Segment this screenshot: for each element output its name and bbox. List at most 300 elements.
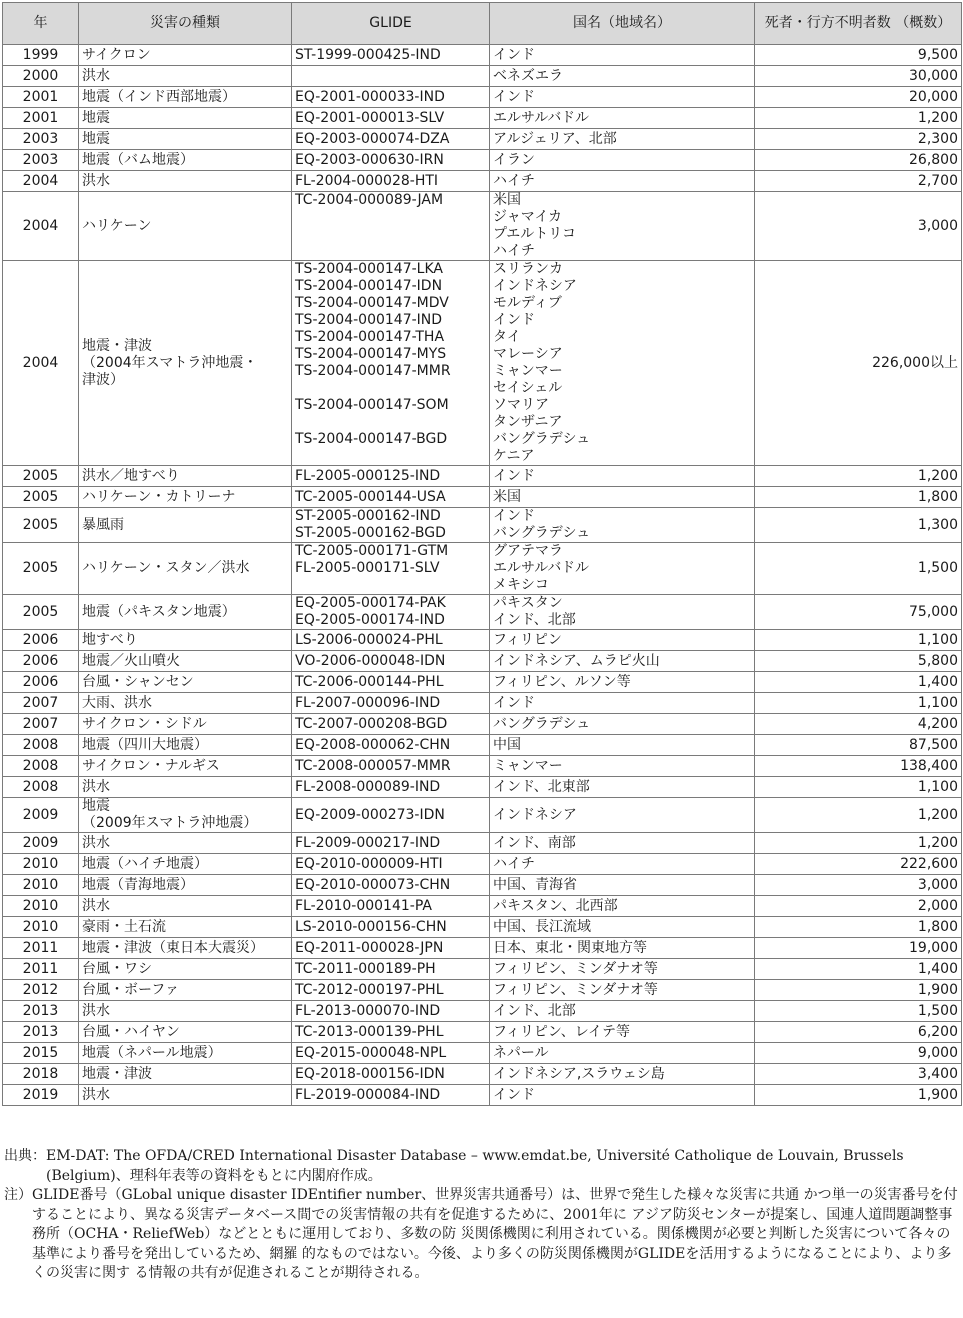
glide-id: TC-2005-000171-GTM bbox=[295, 543, 449, 559]
disaster-type-line: 大雨、洪水 bbox=[82, 694, 152, 711]
country-name: パキスタン、北西部 bbox=[493, 897, 618, 914]
disaster-type-line: 地震（インド西部地震） bbox=[82, 88, 236, 105]
country-name: 中国、長江流域 bbox=[493, 918, 591, 935]
cell-disaster-type bbox=[79, 714, 292, 735]
glide-id bbox=[295, 448, 486, 465]
table-header-row bbox=[3, 3, 962, 45]
disaster-type-line: 台風・ワシ bbox=[82, 960, 152, 977]
cell-year: 2012 bbox=[3, 980, 79, 1001]
cell-year: 2009 bbox=[3, 833, 79, 854]
cell-deaths: 138,400 bbox=[755, 756, 962, 777]
country-name: ミャンマー bbox=[493, 757, 563, 774]
country-name: モルディブ bbox=[493, 295, 562, 311]
table-row bbox=[3, 45, 962, 66]
disaster-type-line: 津波） bbox=[82, 371, 124, 388]
cell-country bbox=[490, 487, 755, 508]
glide-id bbox=[295, 414, 486, 431]
table-row bbox=[3, 938, 962, 959]
country-name: インドネシア,スラウェシ島 bbox=[493, 1065, 665, 1082]
table-row bbox=[3, 466, 962, 487]
country-name: インドネシア bbox=[493, 806, 577, 823]
cell-country bbox=[490, 896, 755, 917]
glide-id: TC-2013-000139-PHL bbox=[295, 1023, 444, 1040]
cell-glide bbox=[292, 854, 490, 875]
disaster-type-line: 洪水 bbox=[82, 172, 110, 189]
cell-glide bbox=[292, 1001, 490, 1022]
cell-country bbox=[490, 714, 755, 735]
cell-country bbox=[490, 150, 755, 171]
disaster-type-line: 台風・ボーファ bbox=[82, 981, 180, 998]
country-name: スリランカ bbox=[493, 261, 563, 277]
table-row bbox=[3, 875, 962, 896]
disaster-type-line: 地すべり bbox=[82, 631, 138, 648]
country-name: フィリピン、レイテ等 bbox=[493, 1023, 631, 1040]
cell-disaster-type bbox=[79, 150, 292, 171]
country-name: バングラデシュ bbox=[493, 431, 591, 447]
glide-id: FL-2008-000089-IND bbox=[295, 778, 441, 795]
glide-id: FL-2005-000171-SLV bbox=[295, 560, 440, 576]
cell-disaster-type bbox=[79, 87, 292, 108]
cell-disaster-type bbox=[79, 798, 292, 833]
glide-id: LS-2010-000156-CHN bbox=[295, 918, 447, 935]
cell-year: 2005 bbox=[3, 466, 79, 487]
table-row bbox=[3, 777, 962, 798]
source-note bbox=[4, 1147, 960, 1186]
cell-year: 2011 bbox=[3, 959, 79, 980]
table-row bbox=[3, 735, 962, 756]
header-year: 年 bbox=[3, 3, 79, 45]
cell-glide bbox=[292, 938, 490, 959]
cell-glide bbox=[292, 756, 490, 777]
cell-glide bbox=[292, 833, 490, 854]
cell-year: 2008 bbox=[3, 756, 79, 777]
cell-country bbox=[490, 1085, 755, 1106]
cell-country bbox=[490, 980, 755, 1001]
glide-id: FL-2004-000028-HTI bbox=[295, 172, 439, 189]
country-name: エルサルバドル bbox=[493, 560, 590, 576]
table-row bbox=[3, 108, 962, 129]
glide-id: FL-2009-000217-IND bbox=[295, 834, 441, 851]
cell-year: 2000 bbox=[3, 66, 79, 87]
country-name: アルジェリア、北部 bbox=[493, 130, 617, 147]
cell-deaths: 1,400 bbox=[755, 959, 962, 980]
glide-id: EQ-2005-000174-IND bbox=[295, 612, 445, 628]
cell-year: 2008 bbox=[3, 735, 79, 756]
table-row bbox=[3, 833, 962, 854]
glide-id: EQ-2001-000013-SLV bbox=[295, 109, 445, 126]
glide-id: TC-2011-000189-PH bbox=[295, 960, 436, 977]
table-body bbox=[3, 45, 962, 1106]
country-name: ネパール bbox=[493, 1044, 549, 1061]
disaster-type-line: 洪水 bbox=[82, 1086, 110, 1103]
disaster-type-line: 地震／火山噴火 bbox=[82, 652, 180, 669]
table-row bbox=[3, 129, 962, 150]
glide-id bbox=[295, 68, 486, 85]
country-name: インド bbox=[493, 694, 535, 711]
cell-year: 2013 bbox=[3, 1022, 79, 1043]
cell-disaster-type bbox=[79, 45, 292, 66]
table-row bbox=[3, 487, 962, 508]
glide-id: EQ-2018-000156-IDN bbox=[295, 1065, 445, 1082]
source-text bbox=[46, 1147, 960, 1186]
cell-year: 2001 bbox=[3, 108, 79, 129]
country-name: インド bbox=[493, 467, 535, 484]
country-name: マレーシア bbox=[493, 346, 563, 362]
cell-disaster-type bbox=[79, 917, 292, 938]
country-name: バングラデシュ bbox=[493, 525, 591, 541]
disaster-type-line: 地震 bbox=[82, 130, 110, 147]
cell-disaster-type bbox=[79, 896, 292, 917]
country-name: 中国、青海省 bbox=[493, 876, 577, 893]
source-line: Louvain, Brussels (Belgium)、理科年表等の資料をもとに内閣府作成。 bbox=[46, 1148, 904, 1184]
country-name: ベネズエラ bbox=[493, 67, 563, 84]
cell-deaths: 3,000 bbox=[755, 192, 962, 261]
country-name: フィリピン bbox=[493, 631, 562, 648]
cell-glide bbox=[292, 192, 490, 261]
cell-country bbox=[490, 171, 755, 192]
cell-disaster-type bbox=[79, 108, 292, 129]
glide-id: TS-2004-000147-IDN bbox=[295, 278, 443, 294]
cell-glide bbox=[292, 543, 490, 595]
cell-disaster-type bbox=[79, 735, 292, 756]
glide-id bbox=[295, 380, 486, 397]
cell-glide bbox=[292, 959, 490, 980]
table-row bbox=[3, 261, 962, 466]
table-row bbox=[3, 651, 962, 672]
note-line: る情報の共有が促進されることが期待される。 bbox=[134, 1265, 429, 1281]
country-name: ソマリア bbox=[493, 397, 549, 413]
header-deaths-line2: （概数） bbox=[895, 15, 952, 31]
glide-id: TS-2004-000147-IND bbox=[295, 312, 443, 328]
cell-deaths: 222,600 bbox=[755, 854, 962, 875]
country-name: インド、北東部 bbox=[493, 778, 590, 795]
cell-deaths: 1,200 bbox=[755, 466, 962, 487]
table-row bbox=[3, 87, 962, 108]
cell-glide bbox=[292, 1085, 490, 1106]
cell-year: 2011 bbox=[3, 938, 79, 959]
glide-id: EQ-2003-000074-DZA bbox=[295, 130, 450, 147]
cell-year: 2001 bbox=[3, 87, 79, 108]
country-name: 米国 bbox=[493, 192, 521, 208]
cell-country bbox=[490, 630, 755, 651]
country-name: インド bbox=[493, 1086, 535, 1103]
glide-id: EQ-2005-000174-PAK bbox=[295, 595, 446, 611]
cell-year: 2005 bbox=[3, 508, 79, 543]
cell-disaster-type bbox=[79, 129, 292, 150]
cell-year: 2018 bbox=[3, 1064, 79, 1085]
note-line: 的なものではない。今後、より多くの防災関係機関がGLIDEを活用するようになることにより、より多くの災害に関す bbox=[32, 1245, 952, 1281]
cell-country bbox=[490, 108, 755, 129]
cell-year: 2004 bbox=[3, 192, 79, 261]
table-row bbox=[3, 630, 962, 651]
disaster-type-line: 地震・津波 bbox=[82, 1065, 152, 1082]
cell-country bbox=[490, 1022, 755, 1043]
cell-country bbox=[490, 192, 755, 261]
cell-deaths: 1,800 bbox=[755, 487, 962, 508]
table-row bbox=[3, 1022, 962, 1043]
note-line: アジア防災センターが提案し、国連人道問題調整事務所（OCHA・ReliefWeb）などとともに運用しており、多数の防 bbox=[32, 1206, 953, 1242]
cell-disaster-type bbox=[79, 487, 292, 508]
glide-id: TC-2012-000197-PHL bbox=[295, 981, 444, 998]
disaster-type-line: 台風・ハイヤン bbox=[82, 1023, 180, 1040]
cell-disaster-type bbox=[79, 192, 292, 261]
cell-year: 2003 bbox=[3, 150, 79, 171]
table-row bbox=[3, 508, 962, 543]
cell-deaths: 1,200 bbox=[755, 798, 962, 833]
cell-glide bbox=[292, 777, 490, 798]
cell-deaths: 1,300 bbox=[755, 508, 962, 543]
cell-year: 2015 bbox=[3, 1043, 79, 1064]
cell-year: 2007 bbox=[3, 714, 79, 735]
glide-id: TC-2006-000144-PHL bbox=[295, 673, 444, 690]
glide-id: TC-2005-000144-USA bbox=[295, 488, 446, 505]
note-line: 災関係機関に利用されている。関係機関が必要と判断した災害について各々の基準により番号を発出しているため、網羅 bbox=[32, 1226, 951, 1262]
glide-id: FL-2005-000125-IND bbox=[295, 467, 441, 484]
cell-disaster-type bbox=[79, 672, 292, 693]
cell-country bbox=[490, 651, 755, 672]
cell-glide bbox=[292, 714, 490, 735]
glide-id: EQ-2003-000630-IRN bbox=[295, 151, 444, 168]
glide-id: TS-2004-000147-SOM bbox=[295, 397, 449, 413]
note-label: 注） bbox=[4, 1187, 32, 1203]
country-name: 米国 bbox=[493, 488, 521, 505]
glide-id: FL-2010-000141-PA bbox=[295, 897, 432, 914]
cell-deaths: 1,500 bbox=[755, 543, 962, 595]
cell-country bbox=[490, 938, 755, 959]
source-line: EM-DAT: The OFDA/CRED International Disaster Database – www.emdat.be, Université Catholique de bbox=[46, 1148, 774, 1164]
glide-id: ST-2005-000162-BGD bbox=[295, 525, 446, 541]
cell-year: 2010 bbox=[3, 854, 79, 875]
glide-id: EQ-2011-000028-JPN bbox=[295, 939, 444, 956]
disaster-type-line: 地震（ネパール地震） bbox=[82, 1044, 222, 1061]
cell-country bbox=[490, 129, 755, 150]
table-row bbox=[3, 150, 962, 171]
country-name: タンザニア bbox=[493, 414, 563, 430]
cell-country bbox=[490, 777, 755, 798]
table-row bbox=[3, 959, 962, 980]
glide-id: FL-2019-000084-IND bbox=[295, 1086, 441, 1103]
cell-country bbox=[490, 1001, 755, 1022]
cell-year: 2005 bbox=[3, 543, 79, 595]
glide-id: ST-2005-000162-IND bbox=[295, 508, 441, 524]
cell-glide bbox=[292, 87, 490, 108]
cell-deaths: 20,000 bbox=[755, 87, 962, 108]
header-country: 国名（地域名） bbox=[490, 3, 755, 45]
cell-deaths: 75,000 bbox=[755, 595, 962, 630]
country-name: ハイチ bbox=[493, 172, 535, 189]
country-name: セイシェル bbox=[493, 380, 563, 396]
disaster-type-line: 洪水／地すべり bbox=[82, 467, 180, 484]
disaster-type-line: ハリケーン bbox=[82, 217, 152, 234]
cell-disaster-type bbox=[79, 854, 292, 875]
cell-deaths: 19,000 bbox=[755, 938, 962, 959]
cell-disaster-type bbox=[79, 651, 292, 672]
table-row bbox=[3, 171, 962, 192]
country-name: フィリピン、ルソン等 bbox=[493, 673, 631, 690]
cell-country bbox=[490, 693, 755, 714]
country-name: プエルトリコ bbox=[493, 226, 577, 242]
cell-deaths: 1,800 bbox=[755, 917, 962, 938]
glide-id: EQ-2001-000033-IND bbox=[295, 88, 445, 105]
note-line: GLIDE番号（GLobal unique disaster IDEntifier number、世界災害共通番号）は、世界で発生した様々な災害に共通 bbox=[32, 1187, 800, 1203]
cell-glide bbox=[292, 171, 490, 192]
cell-deaths: 2,700 bbox=[755, 171, 962, 192]
disaster-type-line: 地震 bbox=[82, 109, 110, 126]
country-name: 中国 bbox=[493, 736, 521, 753]
cell-disaster-type bbox=[79, 875, 292, 896]
cell-deaths: 1,900 bbox=[755, 1085, 962, 1106]
table-row bbox=[3, 672, 962, 693]
table-row bbox=[3, 693, 962, 714]
glide-id: LS-2006-000024-PHL bbox=[295, 631, 443, 648]
cell-deaths: 1,200 bbox=[755, 108, 962, 129]
disaster-type-line: 洪水 bbox=[82, 778, 110, 795]
cell-disaster-type bbox=[79, 833, 292, 854]
cell-year: 2003 bbox=[3, 129, 79, 150]
table-row bbox=[3, 917, 962, 938]
header-deaths-line1: 死者・行方不明者数 bbox=[764, 15, 891, 31]
glide-id: TC-2008-000057-MMR bbox=[295, 757, 451, 774]
glide-id: FL-2013-000070-IND bbox=[295, 1002, 441, 1019]
country-name: インド、南部 bbox=[493, 834, 576, 851]
cell-year: 2019 bbox=[3, 1085, 79, 1106]
country-name: エルサルバドル bbox=[493, 109, 590, 126]
cell-country bbox=[490, 756, 755, 777]
cell-disaster-type bbox=[79, 630, 292, 651]
source-label: 出典： bbox=[4, 1148, 46, 1164]
cell-disaster-type bbox=[79, 171, 292, 192]
table-row bbox=[3, 1001, 962, 1022]
disaster-type-line: サイクロン bbox=[82, 46, 151, 63]
country-name: インド bbox=[493, 46, 535, 63]
table-row bbox=[3, 595, 962, 630]
glide-id bbox=[295, 577, 486, 594]
cell-glide bbox=[292, 980, 490, 1001]
cell-country bbox=[490, 798, 755, 833]
cell-deaths: 4,200 bbox=[755, 714, 962, 735]
country-name: インド bbox=[493, 88, 535, 105]
header-glide: GLIDE bbox=[292, 3, 490, 45]
table-row bbox=[3, 756, 962, 777]
cell-country bbox=[490, 875, 755, 896]
country-name: フィリピン、ミンダナオ等 bbox=[493, 981, 658, 998]
glide-id bbox=[295, 226, 486, 243]
country-name: フィリピン、ミンダナオ等 bbox=[493, 960, 658, 977]
cell-disaster-type bbox=[79, 508, 292, 543]
disaster-table bbox=[2, 2, 962, 1106]
cell-country bbox=[490, 854, 755, 875]
cell-deaths: 1,500 bbox=[755, 1001, 962, 1022]
disaster-type-line: （2004年スマトラ沖地震・ bbox=[82, 354, 258, 371]
cell-deaths: 2,000 bbox=[755, 896, 962, 917]
cell-year: 2005 bbox=[3, 595, 79, 630]
disaster-type-line: 洪水 bbox=[82, 834, 110, 851]
disaster-type-line: 地震（青海地震） bbox=[82, 876, 194, 893]
cell-glide bbox=[292, 896, 490, 917]
cell-year: 2006 bbox=[3, 651, 79, 672]
cell-deaths: 87,500 bbox=[755, 735, 962, 756]
cell-country bbox=[490, 595, 755, 630]
cell-glide bbox=[292, 917, 490, 938]
cell-country bbox=[490, 543, 755, 595]
header-disaster-type: 災害の種類 bbox=[79, 3, 292, 45]
glide-id: EQ-2008-000062-CHN bbox=[295, 736, 451, 753]
disaster-type-line: 地震 bbox=[82, 798, 110, 814]
cell-year: 2004 bbox=[3, 171, 79, 192]
cell-disaster-type bbox=[79, 466, 292, 487]
cell-year: 2004 bbox=[3, 261, 79, 466]
table-row bbox=[3, 543, 962, 595]
cell-disaster-type bbox=[79, 1043, 292, 1064]
cell-year: 2005 bbox=[3, 487, 79, 508]
cell-disaster-type bbox=[79, 938, 292, 959]
note-text bbox=[32, 1186, 960, 1284]
cell-deaths: 3,000 bbox=[755, 875, 962, 896]
cell-year: 2013 bbox=[3, 1001, 79, 1022]
cell-deaths: 26,800 bbox=[755, 150, 962, 171]
cell-disaster-type bbox=[79, 1064, 292, 1085]
cell-deaths: 1,100 bbox=[755, 630, 962, 651]
country-name: メキシコ bbox=[493, 577, 549, 593]
cell-disaster-type bbox=[79, 1001, 292, 1022]
cell-year: 2006 bbox=[3, 630, 79, 651]
country-name: インド bbox=[493, 508, 535, 524]
cell-deaths: 226,000以上 bbox=[755, 261, 962, 466]
disaster-type-line: 地震・津波 bbox=[82, 337, 152, 354]
glide-id: EQ-2010-000009-HTI bbox=[295, 855, 443, 872]
cell-glide bbox=[292, 595, 490, 630]
cell-glide bbox=[292, 693, 490, 714]
cell-country bbox=[490, 261, 755, 466]
cell-year: 1999 bbox=[3, 45, 79, 66]
country-name: ミャンマー bbox=[493, 363, 563, 379]
disaster-type-line: 地震（パキスタン地震） bbox=[82, 603, 236, 620]
cell-country bbox=[490, 45, 755, 66]
cell-deaths: 1,400 bbox=[755, 672, 962, 693]
cell-deaths: 1,900 bbox=[755, 980, 962, 1001]
cell-country bbox=[490, 1064, 755, 1085]
glide-id: TS-2004-000147-MDV bbox=[295, 295, 449, 311]
disaster-type-line: 地震（四川大地震） bbox=[82, 736, 208, 753]
cell-deaths: 2,300 bbox=[755, 129, 962, 150]
table-row bbox=[3, 714, 962, 735]
cell-glide bbox=[292, 651, 490, 672]
disaster-type-line: 洪水 bbox=[82, 897, 110, 914]
glide-id: VO-2006-000048-IDN bbox=[295, 652, 446, 669]
cell-glide bbox=[292, 261, 490, 466]
disaster-table-container bbox=[2, 2, 961, 1106]
country-name: パキスタン bbox=[493, 595, 563, 611]
notes-section bbox=[4, 1147, 960, 1284]
country-name: ジャマイカ bbox=[493, 209, 563, 225]
disaster-type-line: 地震・津波（東日本大震災） bbox=[82, 939, 264, 956]
cell-glide bbox=[292, 150, 490, 171]
cell-disaster-type bbox=[79, 66, 292, 87]
cell-disaster-type bbox=[79, 777, 292, 798]
cell-country bbox=[490, 1043, 755, 1064]
cell-deaths: 3,400 bbox=[755, 1064, 962, 1085]
cell-country bbox=[490, 508, 755, 543]
disaster-type-line: 洪水 bbox=[82, 67, 110, 84]
cell-deaths: 9,000 bbox=[755, 1043, 962, 1064]
cell-deaths: 1,200 bbox=[755, 833, 962, 854]
disaster-type-line: 豪雨・土石流 bbox=[82, 918, 166, 935]
country-name: タイ bbox=[493, 329, 521, 345]
glide-id: EQ-2015-000048-NPL bbox=[295, 1044, 447, 1061]
header-deaths bbox=[755, 3, 962, 45]
cell-deaths: 5,800 bbox=[755, 651, 962, 672]
table-row bbox=[3, 854, 962, 875]
